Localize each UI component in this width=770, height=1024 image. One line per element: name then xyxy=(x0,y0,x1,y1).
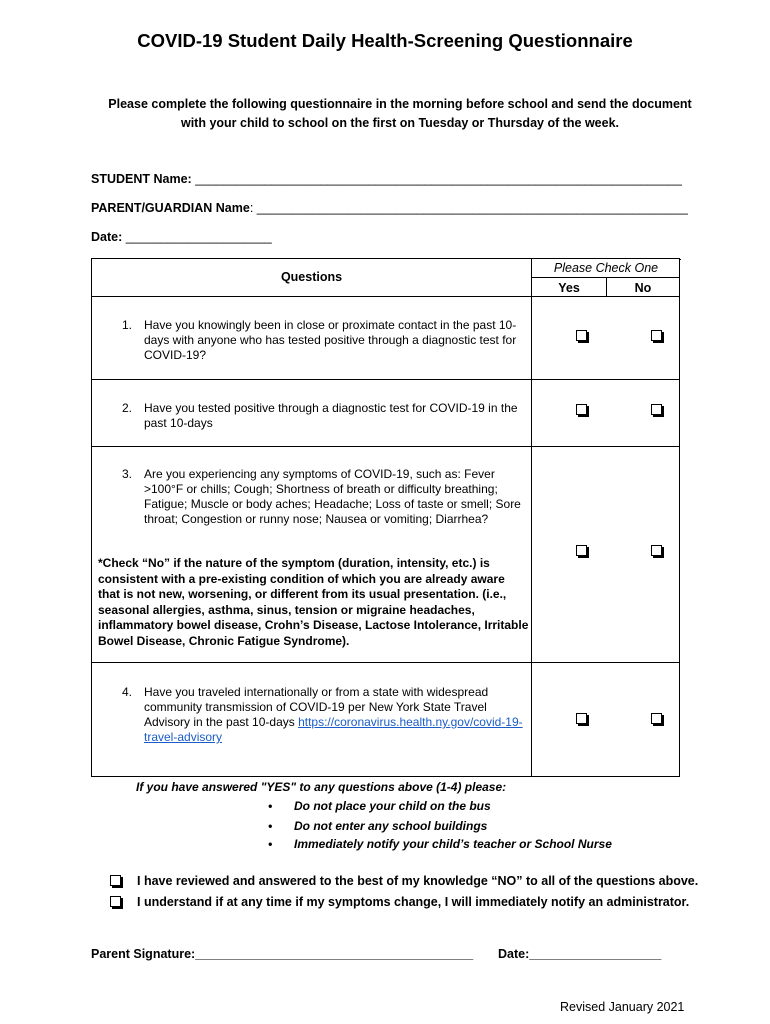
question-text: Have you traveled internationally or from a state with widespread community transmission of COVID-19 per New York State Travel Advisory in the past 10-days xyxy=(144,685,489,729)
signature-date-label: Date: xyxy=(498,947,530,961)
symptom-note: *Check “No” if the nature of the symptom (duration, intensity, etc.) is consistent with a pre-existing condition of which you are already aware that is not new, worsening, or different from its usual presentation. (i.e., seasonal allergies, asthma, sinus, tension or migraine headaches, inflammatory bowel disease, Crohn’s Disease, Lactose Intolerance, Irritable Bowel Disease, Chronic Fatigue Syndrome). xyxy=(98,556,529,648)
student-name-line[interactable]: ______________________________________________________________________ xyxy=(195,172,682,186)
signature-label: Parent Signature: xyxy=(91,947,196,961)
row-divider xyxy=(92,446,679,447)
question-number: 4. xyxy=(122,685,133,699)
corner xyxy=(680,259,681,260)
q4-yes-checkbox[interactable] xyxy=(576,713,587,724)
question-1 xyxy=(122,318,524,363)
bullet-icon: • xyxy=(268,819,273,833)
student-name-label: STUDENT Name: xyxy=(91,172,196,186)
parent-name-line[interactable]: : ______________________________________________________________ xyxy=(249,201,688,215)
parent-name-field[interactable] xyxy=(91,201,688,215)
ack-2-checkbox[interactable] xyxy=(110,896,121,907)
row-divider xyxy=(92,379,679,380)
yes-header: Yes xyxy=(558,281,580,295)
row-divider xyxy=(92,662,679,663)
please-check-header: Please Check One xyxy=(553,261,659,275)
question-number: 3. xyxy=(122,467,133,481)
q2-no-checkbox[interactable] xyxy=(651,404,662,415)
q2-yes-checkbox[interactable] xyxy=(576,404,587,415)
signature-date-field[interactable] xyxy=(498,947,661,961)
column-divider xyxy=(531,259,532,776)
no-header: No xyxy=(634,281,652,295)
signature-date-line[interactable]: ___________________ xyxy=(529,947,662,961)
question-3 xyxy=(122,467,524,527)
question-text: Are you experiencing any symptoms of COVID-19, such as: Fever >100°F or chills; Cough; Shortness of breath or difficulty breathing; Fatigue; Muscle or body aches; Headache; Loss of taste or smell; Sore throat; Congestion or runny nose; Nausea or vomiting; Diarrhea? xyxy=(144,467,521,526)
ack-1-text: I have reviewed and answered to the best of my knowledge “NO” to all of the questions above. xyxy=(137,874,699,888)
q4-no-checkbox[interactable] xyxy=(651,713,662,724)
question-text: Have you tested positive through a diagnostic test for COVID-19 in the past 10-days xyxy=(144,401,518,430)
student-name-field[interactable] xyxy=(91,172,682,186)
bullet-text: Immediately notify your child’s teacher or School Nurse xyxy=(294,837,612,851)
question-number: 1. xyxy=(122,318,133,332)
revision-note: Revised January 2021 xyxy=(560,1000,685,1014)
ack-1-checkbox[interactable] xyxy=(110,875,121,886)
bullet-icon: • xyxy=(268,837,273,851)
page-title: COVID-19 Student Daily Health-Screening Questionnaire xyxy=(137,30,633,51)
question-2 xyxy=(122,401,524,431)
q3-yes-checkbox[interactable] xyxy=(576,545,587,556)
screening-table xyxy=(91,258,680,777)
parent-signature-field[interactable] xyxy=(91,947,473,961)
travel-advisory-link[interactable]: https://coronavirus.health.ny.gov/covid-19-travel-advisory xyxy=(144,715,523,744)
bullet-text: Do not enter any school buildings xyxy=(294,819,488,833)
bullet-icon: • xyxy=(268,799,273,813)
question-number: 2. xyxy=(122,401,133,415)
bullet-text: Do not place your child on the bus xyxy=(294,799,491,813)
ack-2-text: I understand if at any time if my symptoms change, I will immediately notify an administrator. xyxy=(137,895,690,909)
q1-yes-checkbox[interactable] xyxy=(576,330,587,341)
date-field[interactable] xyxy=(91,230,272,244)
signature-line[interactable]: ________________________________________ xyxy=(195,947,474,961)
date-line[interactable]: _____________________ xyxy=(125,230,272,244)
q1-no-checkbox[interactable] xyxy=(651,330,662,341)
parent-name-label: PARENT/GUARDIAN Name xyxy=(91,201,250,215)
yes-warning: If you have answered "YES" to any questions above (1-4) please: xyxy=(136,780,507,794)
question-4 xyxy=(122,685,524,745)
questions-header: Questions xyxy=(280,270,343,284)
header-divider xyxy=(92,296,679,297)
instructions-text: Please complete the following questionnaire in the morning before school and send the document with your child to school on the first on Tuesday or Thursday of the week. xyxy=(108,97,692,130)
question-text: Have you knowingly been in close or proximate contact in the past 10-days with anyone who has tested positive through a diagnostic test for COVID-19? xyxy=(144,318,517,362)
q3-no-checkbox[interactable] xyxy=(651,545,662,556)
date-label: Date: xyxy=(91,230,126,244)
